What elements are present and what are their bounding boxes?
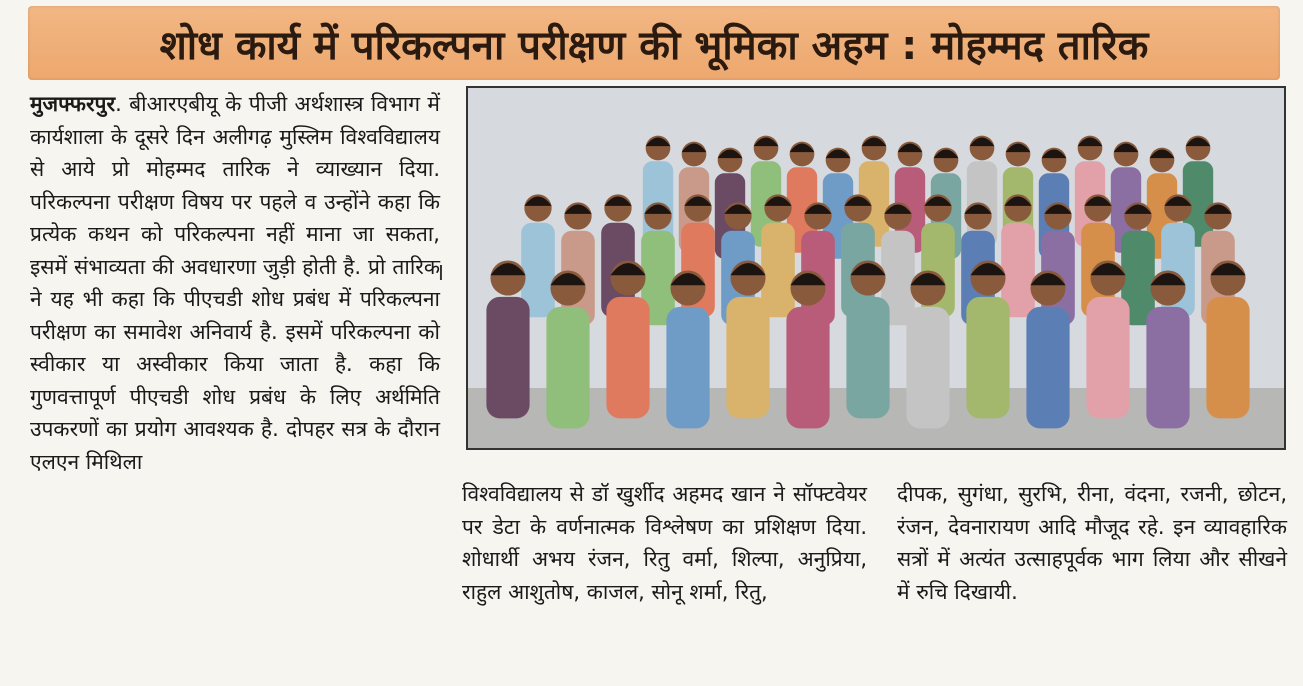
group-photo xyxy=(466,86,1286,450)
article-column-3: दीपक, सुगंधा, सुरभि, रीना, वंदना, रजनी, छोटन, रंजन, देवनारायण आदि मौजूद रहे. इन व्यावहारिक सत्रों में अत्यंत उत्साहपूर्वक भाग लिया और सीखने में रुचि दिखायी. xyxy=(897,482,1287,604)
group-photo-illustration xyxy=(468,88,1284,448)
person-body xyxy=(666,307,709,429)
person-body xyxy=(966,297,1009,419)
article-column-2: विश्वविद्यालय से डॉ खुर्शीद अहमद खान ने सॉफ्टवेयर पर डेटा के वर्णनात्मक विश्लेषण का प्रशिक्षण दिया. शोधार्थी अभय रंजन, रितु वर्मा, शिल्पा, अनुप्रिया, राहुल आशुतोष, काजल, सोनू शर्मा, रितु, xyxy=(462,482,867,604)
person-body xyxy=(1086,297,1129,419)
column-1-text: . बीआरएबीयू के पीजी अर्थशास्त्र विभाग में कार्यशाला के दूसरे दिन अलीगढ़ मुस्लिम विश्वविद्यालय से आये प्रो मोहम्मद तारिक ने व्याख्यान दिया. परिकल्पना परीक्षण विषय पर पहले व उन्होंने कहा कि प्रत्येक कथन को परिकल्पना नहीं माना जा सकता, इसमें संभाव्यता की अवधारणा जुड़ी होती है. प्रो तारिक ने यह भी कहा कि पीएचडी शोध प्रबंध में परिकल्पना परीक्षण का समावेश अनिवार्य है. इसमें परिकल्पना को स्वीकार या अस्वीकार किया जाता है. कहा कि गुणवत्तापूर्ण पीएचडी शोध प्रबंध के लिए अर्थमिति उपकरणों का प्रयोग आवश्यक है. दोपहर सत्र के दौरान एलएन मिथिला xyxy=(30,92,440,474)
headline-band xyxy=(28,6,1280,80)
person-body xyxy=(546,307,589,429)
text-cursor-icon: I xyxy=(438,261,444,285)
article-column-1 xyxy=(30,88,440,478)
dateline: मुजफ्फरपुर xyxy=(30,92,116,116)
person-body xyxy=(846,297,889,419)
person-body xyxy=(1146,307,1189,429)
headline: शोध कार्य में परिकल्पना परीक्षण की भूमिका अहम : मोहम्मद तारिक xyxy=(159,22,1149,69)
person-body xyxy=(906,307,949,429)
person-body xyxy=(1026,307,1069,429)
person-body xyxy=(606,297,649,419)
person-body xyxy=(786,307,829,429)
person-body xyxy=(726,297,769,419)
person-body xyxy=(486,297,529,419)
person-body xyxy=(1206,297,1249,419)
